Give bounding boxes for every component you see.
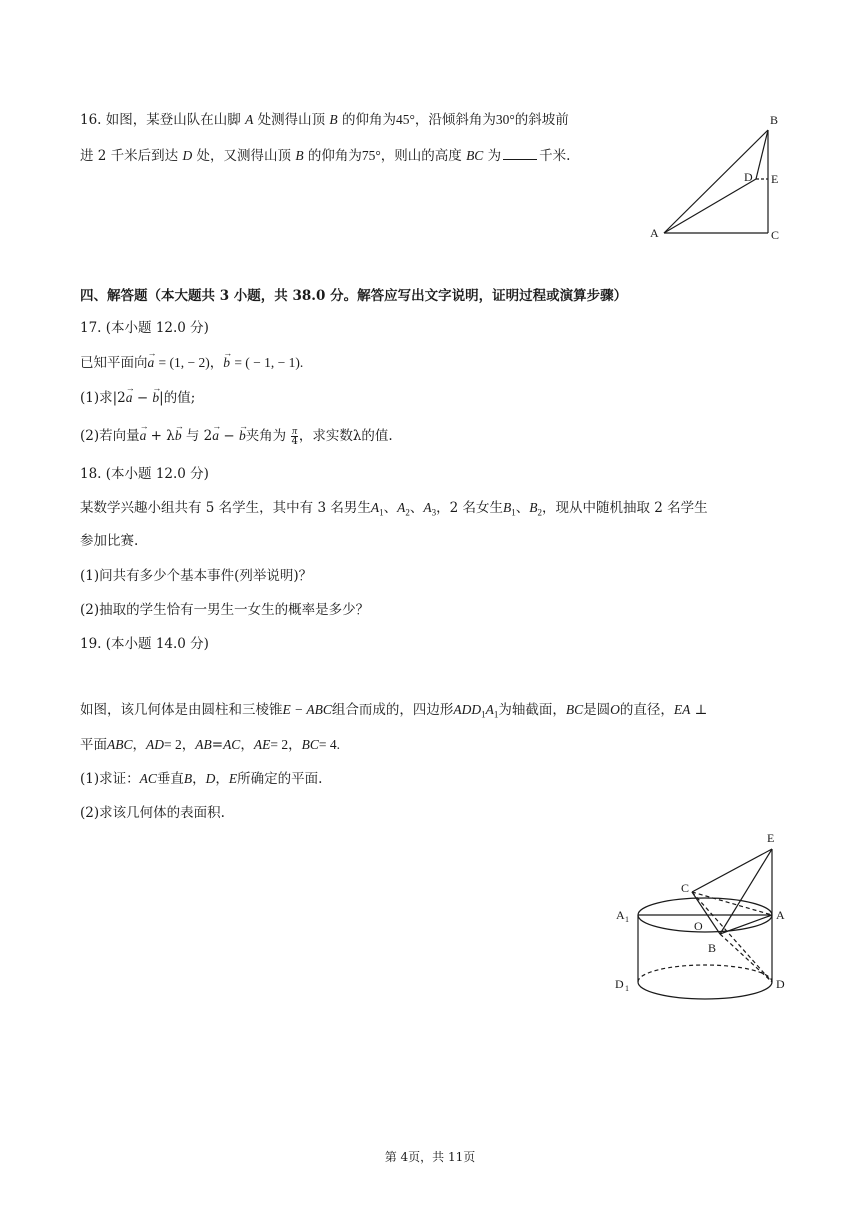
svg-text:1: 1 bbox=[625, 984, 629, 993]
point-b: B bbox=[329, 112, 338, 127]
label-a1: A bbox=[616, 908, 625, 922]
label-c: C bbox=[681, 881, 690, 895]
q18-line-2: 参加比赛. bbox=[80, 533, 139, 549]
q16-figure bbox=[640, 108, 790, 248]
label-b: B bbox=[770, 113, 779, 127]
q19-line-1: 如图，该几何体是由圆柱和三棱锥E − ABC组合而成的，四边形$ADD_1A_1$为轴截面，BC是圆O的直径，EA ⊥ bbox=[80, 702, 708, 720]
label-d: D bbox=[744, 170, 753, 184]
svg-text:1: 1 bbox=[625, 915, 629, 924]
label-e: E bbox=[771, 172, 779, 186]
fraction: $\frac{\pi}{4}$ bbox=[291, 426, 298, 447]
q19-part-1: (1)求证：AC垂直B，D，E所确定的平面. bbox=[80, 771, 323, 787]
q18-part-1: (1)问共有多少个基本事件(列举说明)？ bbox=[80, 568, 313, 584]
q18-line-1: 某数学兴趣小组共有 5 名学生，其中有 3 名男生$A_1$、$A_2$、$A_3$，2 名女生$B_1$、$B_2$，现从中随机抽取 2 名学生 bbox=[80, 500, 708, 518]
q17-part-1: (1)求|2→ a − → b|的值; bbox=[80, 388, 195, 408]
point-a: A bbox=[245, 112, 254, 127]
q18-part-2: (2)抽取的学生恰有一男生一女生的概率是多少？ bbox=[80, 602, 370, 618]
q17-part-2: (2)若向量→ a + λ→ b 与 2→ a − → b夹角为 $\frac{\pi}{4}$ ，求实数λ的值. bbox=[80, 426, 393, 446]
q19-heading: 19. (本小题 14.0 分) bbox=[80, 636, 209, 652]
label-c: C bbox=[771, 228, 780, 242]
label-e: E bbox=[767, 831, 775, 845]
label-a: A bbox=[776, 908, 785, 922]
answer-blank bbox=[503, 145, 537, 160]
label-a: A bbox=[650, 226, 659, 240]
section-heading: 四、解答题（本大题共 3 小题，共 38.0 分。解答应写出文字说明，证明过程或演算步骤） bbox=[80, 288, 628, 304]
label-d: D bbox=[776, 977, 785, 991]
q19-figure bbox=[610, 822, 800, 1002]
label-o: O bbox=[694, 919, 703, 933]
q19-line-2: 平面ABC，AD= 2，AB=AC，AE= 2，BC= 4. bbox=[80, 737, 340, 753]
page-footer: 第 4页，共 11页 bbox=[384, 1150, 476, 1164]
label-d1: D bbox=[615, 977, 624, 991]
label-b: B bbox=[708, 941, 717, 955]
q17-line-1: 已知平面向→ a = (1, − 2)，→ b = ( − 1, − 1). bbox=[80, 353, 303, 373]
q16-line-2: 进 2 千米后到达 D 处，又测得山顶 B 的仰角为75°，则山的高度 BC 为 千米. bbox=[80, 145, 570, 166]
q18-heading: 18. (本小题 12.0 分) bbox=[80, 466, 209, 482]
q16-line-1: 16. 如图，某登山队在山脚 A 处测得山顶 B 的仰角为45°，沿倾斜角为30°的斜坡前 bbox=[80, 112, 569, 128]
q19-part-2: (2)求该几何体的表面积. bbox=[80, 805, 225, 821]
q17-heading: 17. (本小题 12.0 分) bbox=[80, 320, 209, 336]
